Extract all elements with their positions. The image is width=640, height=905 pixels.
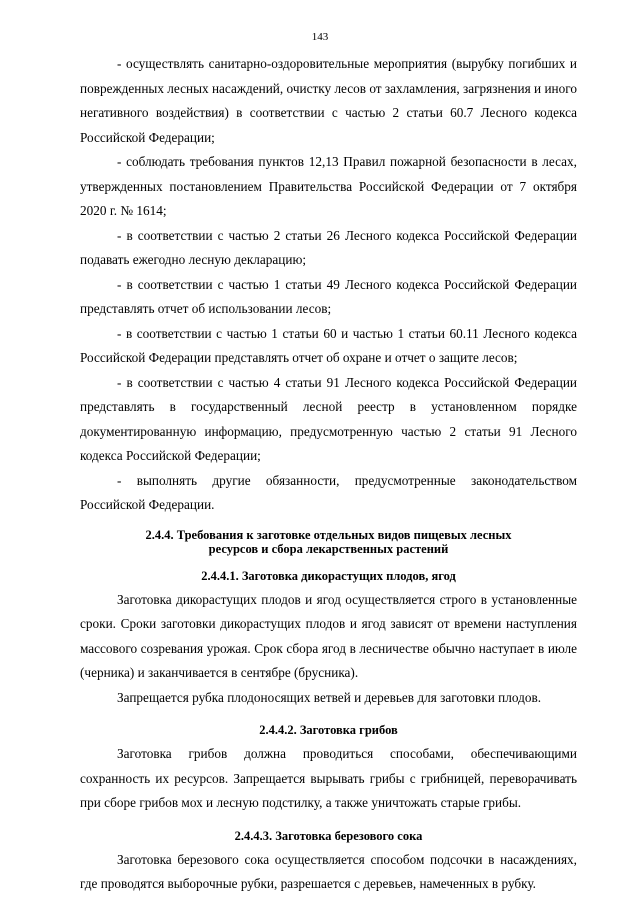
list-item: - в соответствии с частью 2 статьи 26 Лесного кодекса Российской Федерации подавать ежегодно лесную декларацию;: [80, 227, 577, 267]
paragraph: Заготовка дикорастущих плодов и ягод осуществляется строго в установленные сроки. Сроки заготовки дикорастущих плодов и ягод зависят от времени наступления массового созревания урожая. Срок сбора ягод в лесничестве обычно наступает в июле (черника) и заканчивается в сентябре (брусника).: [80, 591, 577, 680]
list-item: - осуществлять санитарно-оздоровительные мероприятия (вырубку погибших и поврежденных лесных насаждений, очистку лесов от захламления, загрязнения и иного негативного воздействия) в соответствии с частью 2 статьи 60.7 Лесного кодекса Российской Федерации;: [80, 56, 577, 145]
page-content: [80, 52, 577, 897]
list-item: - в соответствии с частью 4 статьи 91 Лесного кодекса Российской Федерации представлять в государственный лесной реестр в установленном порядке документированную информацию, предусмотренную частью 2 статьи 91 Лесного кодекса Российской Федерации;: [80, 374, 577, 463]
list-item: - выполнять другие обязанности, предусмотренные законодательством Российской Федерации.: [80, 472, 577, 512]
section-heading-2-4-4: [80, 528, 577, 557]
subsection-heading-2-4-4-3: 2.4.4.3. Заготовка березового сока: [234, 828, 423, 843]
subsection-heading-2-4-4-2: 2.4.4.2. Заготовка грибов: [259, 723, 398, 737]
paragraph: Заготовка грибов должна проводиться способами, обеспечивающими сохранность их ресурсов. Запрещается вырывать грибы с грибницей, переворачивать при сборе грибов мох и лесную подстилку, а также уничтожать старые грибы.: [80, 746, 577, 810]
list-item: - соблюдать требования пунктов 12,13 Правил пожарной безопасности в лесах, утвержденных постановлением Правительства Российской Федерации от 7 октября 2020 г. № 1614;: [80, 154, 577, 218]
list-item: - в соответствии с частью 1 статьи 49 Лесного кодекса Российской Федерации представлять отчет об использовании лесов;: [80, 276, 577, 316]
page-number: 143: [311, 31, 329, 43]
section-heading-line: 2.4.4. Требования к заготовке отдельных видов пищевых лесных: [145, 527, 512, 542]
subsection-heading-2-4-4-1: 2.4.4.1. Заготовка дикорастущих плодов, ягод: [201, 568, 456, 583]
paragraph: Запрещается рубка плодоносящих ветвей и деревьев для заготовки плодов.: [117, 689, 542, 705]
list-item: - в соответствии с частью 1 статьи 60 и частью 1 статьи 60.11 Лесного кодекса Российской Федерации представлять отчет об охране и отчет о защите лесов;: [80, 325, 577, 365]
paragraph: Заготовка березового сока осуществляется способом подсочки в насаждениях, где проводятся выборочные рубки, разрешается с деревьев, намеченных в рубку.: [80, 851, 577, 891]
section-heading-line: ресурсов и сбора лекарственных растений: [208, 542, 449, 556]
